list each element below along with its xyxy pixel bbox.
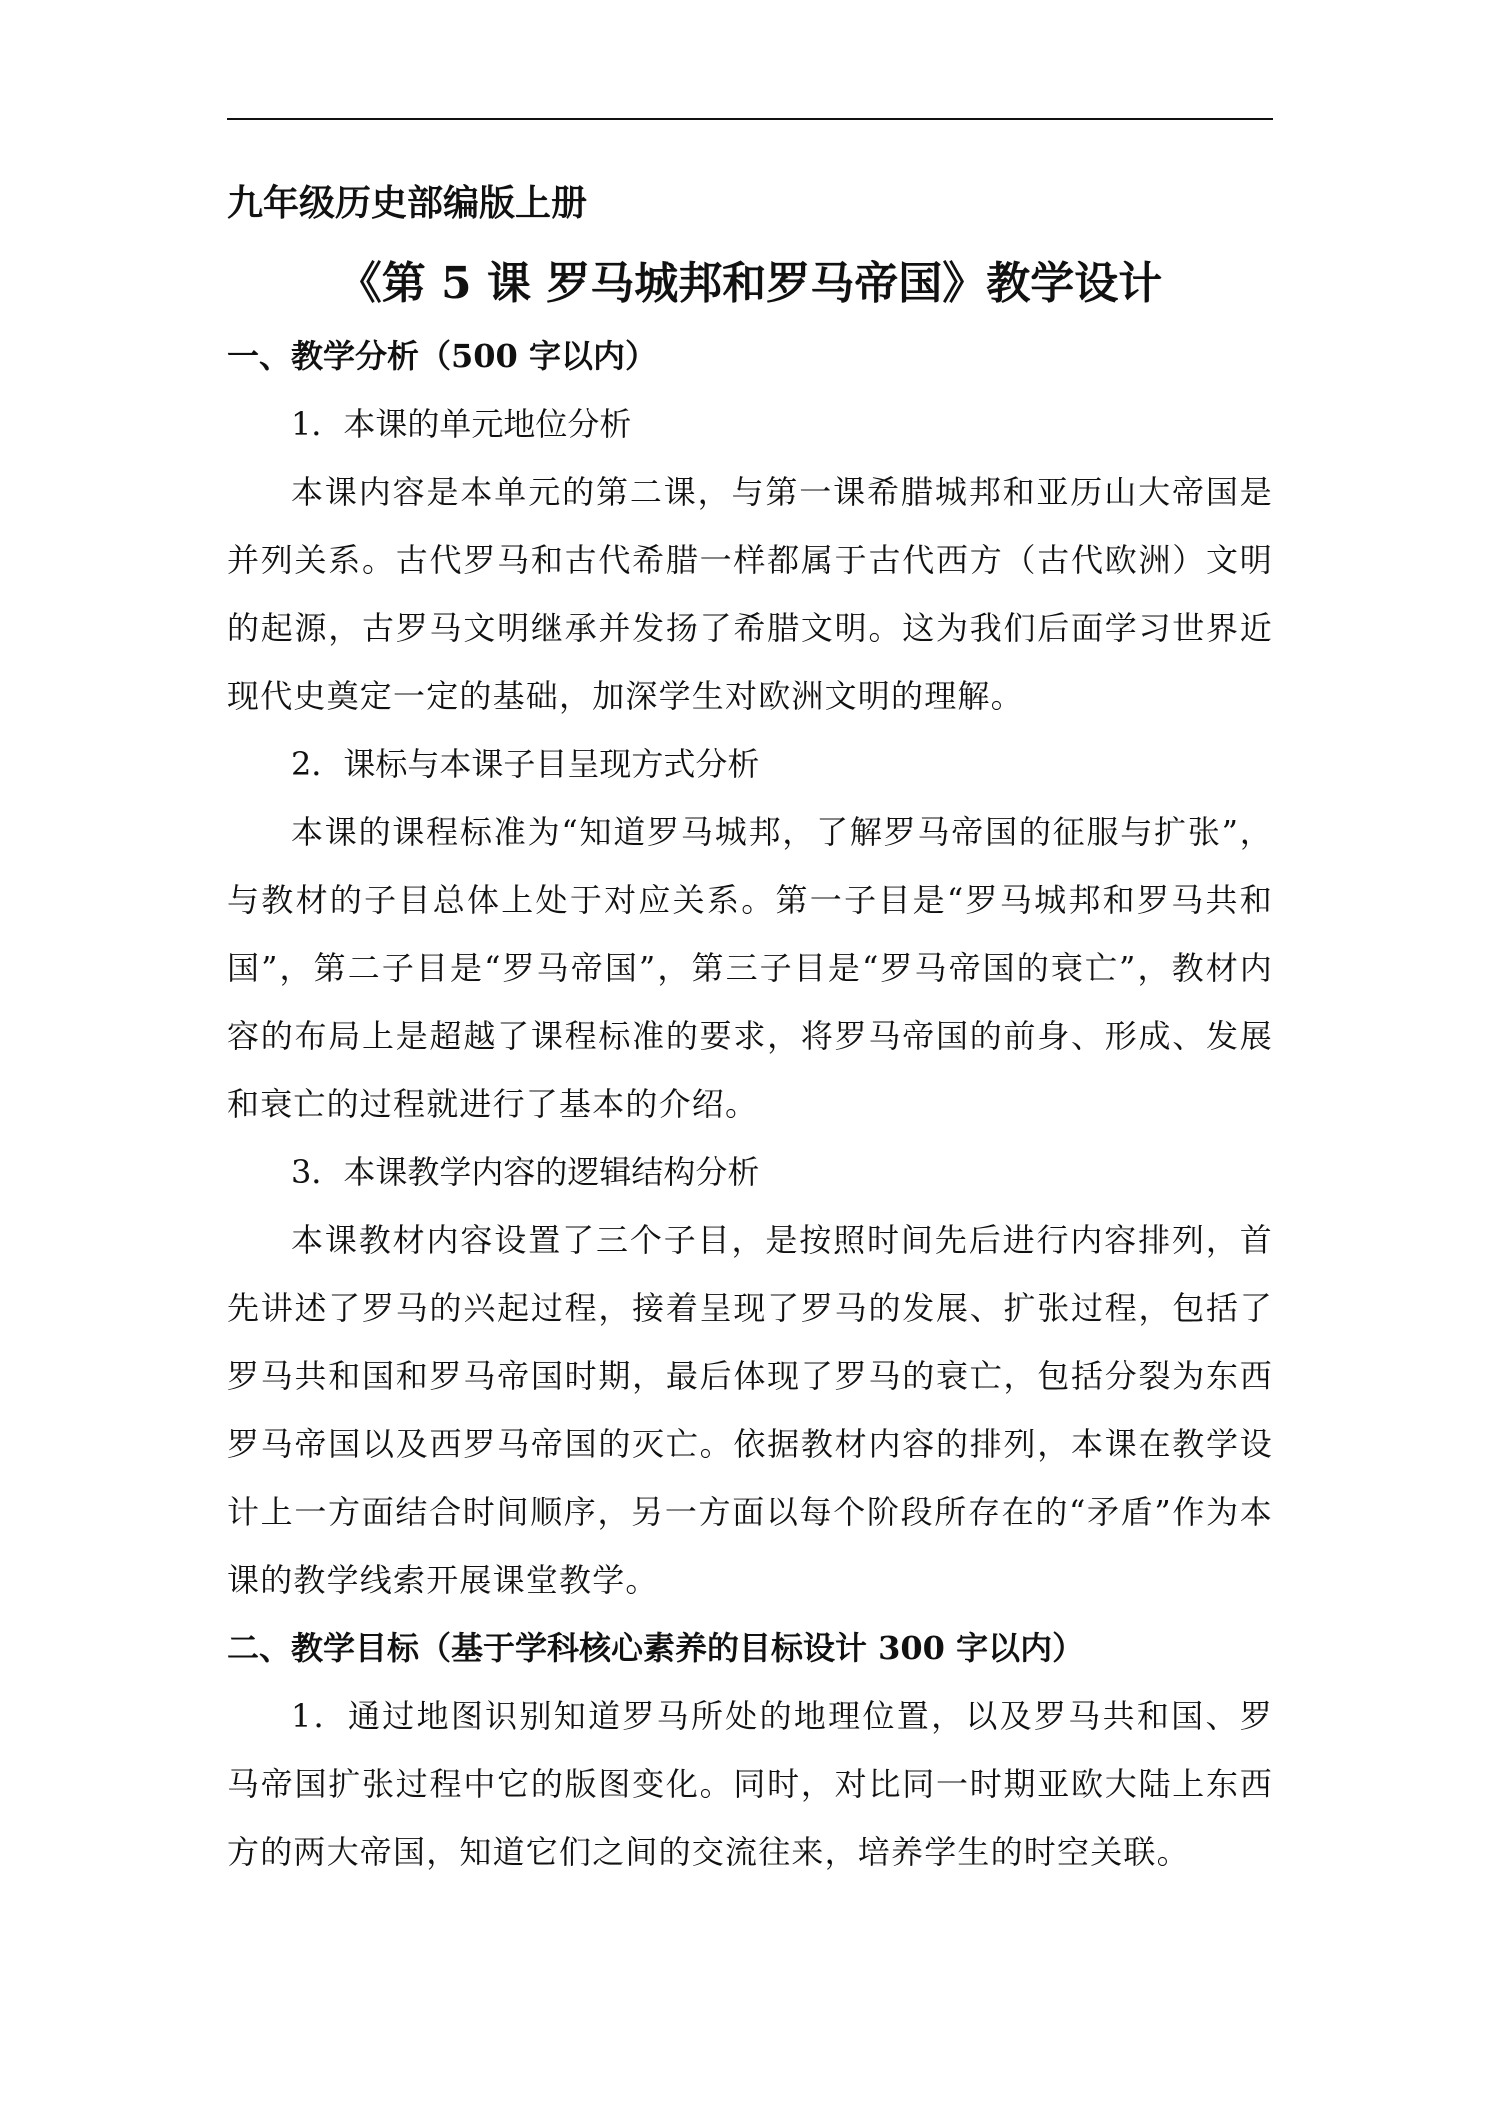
paragraph: 本课教材内容设置了三个子目，是按照时间先后进行内容排列，首先讲述了罗马的兴起过程，接着呈现了罗马的发展、扩张过程，包括了罗马共和国和罗马帝国时期，最后体现了罗马的衰亡，包括分裂为东西罗马帝国以及西罗马帝国的灭亡。依据教材内容的排列，本课在教学设计上一方面结合时间顺序，另一方面以每个阶段所存在的“矛盾”作为本课的教学线索开展课堂教学。 <box>227 1221 1273 1599</box>
document-title: 《第 5 课 罗马城邦和罗马帝国》教学设计 <box>337 258 1163 309</box>
document-body <box>227 178 1273 1886</box>
grade-line: 九年级历史部编版上册 <box>227 182 588 224</box>
subsection-heading: 2．课标与本课子目呈现方式分析 <box>291 745 760 783</box>
subsection-heading: 3．本课教学内容的逻辑结构分析 <box>291 1153 760 1191</box>
header-rule <box>227 118 1273 120</box>
paragraph: 本课的课程标准为“知道罗马城邦，了解罗马帝国的征服与扩张”，与教材的子目总体上处于对应关系。第一子目是“罗马城邦和罗马共和国”，第二子目是“罗马帝国”，第三子目是“罗马帝国的衰亡”，教材内容的布局上是超越了课程标准的要求，将罗马帝国的前身、形成、发展和衰亡的过程就进行了基本的介绍。 <box>227 813 1273 1123</box>
paragraph: 本课内容是本单元的第二课，与第一课希腊城邦和亚历山大帝国是并列关系。古代罗马和古代希腊一样都属于古代西方（古代欧洲）文明的起源，古罗马文明继承并发扬了希腊文明。这为我们后面学习世界近现代史奠定一定的基础，加深学生对欧洲文明的理解。 <box>227 473 1273 715</box>
subsection-heading: 1．本课的单元地位分析 <box>291 405 632 443</box>
section-heading: 二、教学目标（基于学科核心素养的目标设计 300 字以内） <box>227 1629 1085 1667</box>
paragraph: 1．通过地图识别知道罗马所处的地理位置，以及罗马共和国、罗马帝国扩张过程中它的版图变化。同时，对比同一时期亚欧大陆上东西方的两大帝国，知道它们之间的交流往来，培养学生的时空关联。 <box>227 1697 1273 1871</box>
section-heading: 一、教学分析（500 字以内） <box>227 337 657 375</box>
